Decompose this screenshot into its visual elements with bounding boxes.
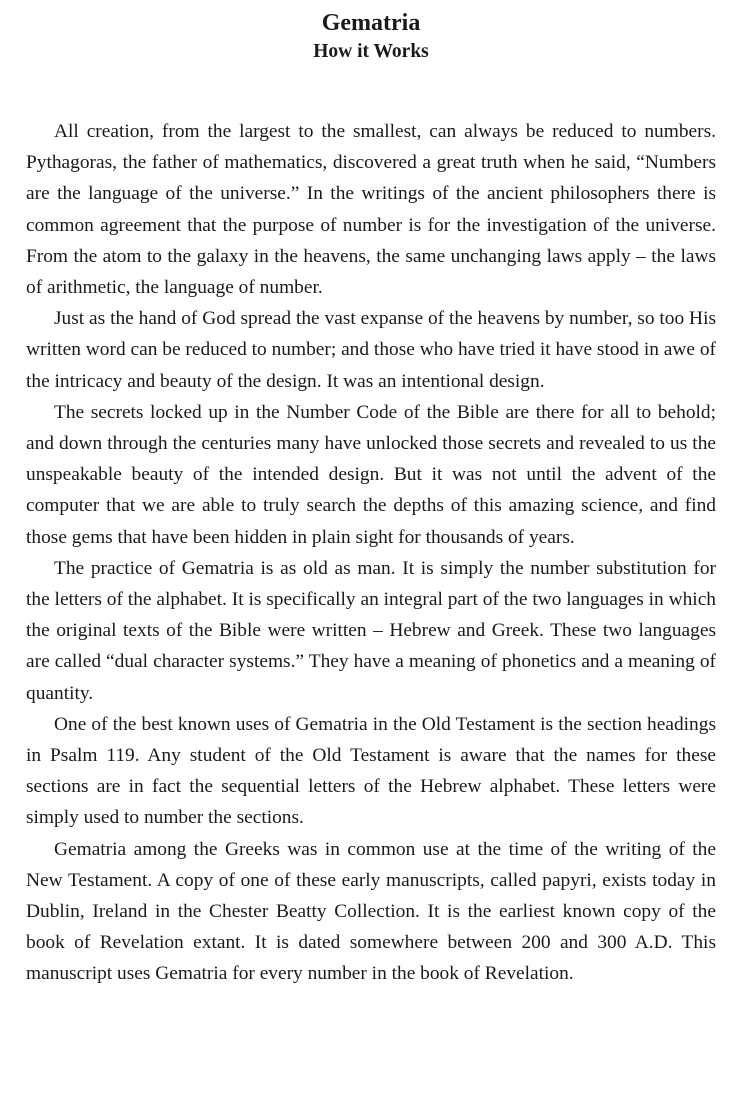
page-header [26,0,716,64]
paragraph-2: Just as the hand of God spread the vast expanse of the heavens by number, so too His written word can be reduced to number; and those who have tried it have stood in awe of the intricacy and beauty of the design. It was an intentional design. [26,308,716,392]
paragraph-3: The secrets locked up in the Number Code of the Bible are there for all to behold; and down through the centuries many have unlocked those secrets and revealed to us the unspeakable beauty of the intended design. But it was not until the advent of the computer that we are able to truly search the depths of this amazing science, and find those gems that have been hidden in plain sight for thousands of years. [26,401,716,548]
paragraph-4: The practice of Gematria is as old as man. It is simply the number substitution for the letters of the alphabet. It is specifically an integral part of the two languages in which the original texts of the Bible were written – Hebrew and Greek. These two languages are called “dual character systems.” They have a meaning of phonetics and a meaning of quantity. [26,557,716,704]
paragraph-5: One of the best known uses of Gematria in the Old Testament is the section headings in Psalm 119. Any student of the Old Testament is aware that the names for these sections are in fact the sequential letters of the Hebrew alphabet. These letters were simply used to number the sections. [26,713,716,829]
body-text [26,116,716,990]
paragraph-6: Gematria among the Greeks was in common use at the time of the writing of the New Testament. A copy of one of these early manuscripts, called papyri, exists today in Dublin, Ireland in the Chester Beatty Collection. It is the earliest known copy of the book of Revelation extant. It is dated somewhere between 200 and 300 A.D. This manuscript uses Gematria for every number in the book of Revelation. [26,838,716,985]
page-title: Gematria [321,10,421,36]
paragraph-1: All creation, from the largest to the smallest, can always be reduced to numbers. Pythagoras, the father of mathematics, discovered a great truth when he said, “Numbers are the language of the universe.” In the writings of the ancient philosophers there is common agreement that the purpose of number is for the investigation of the universe. From the atom to the galaxy in the heavens, the same unchanging laws apply – the laws of arithmetic, the language of number. [26,121,716,299]
page-subtitle: How it Works [313,41,429,62]
